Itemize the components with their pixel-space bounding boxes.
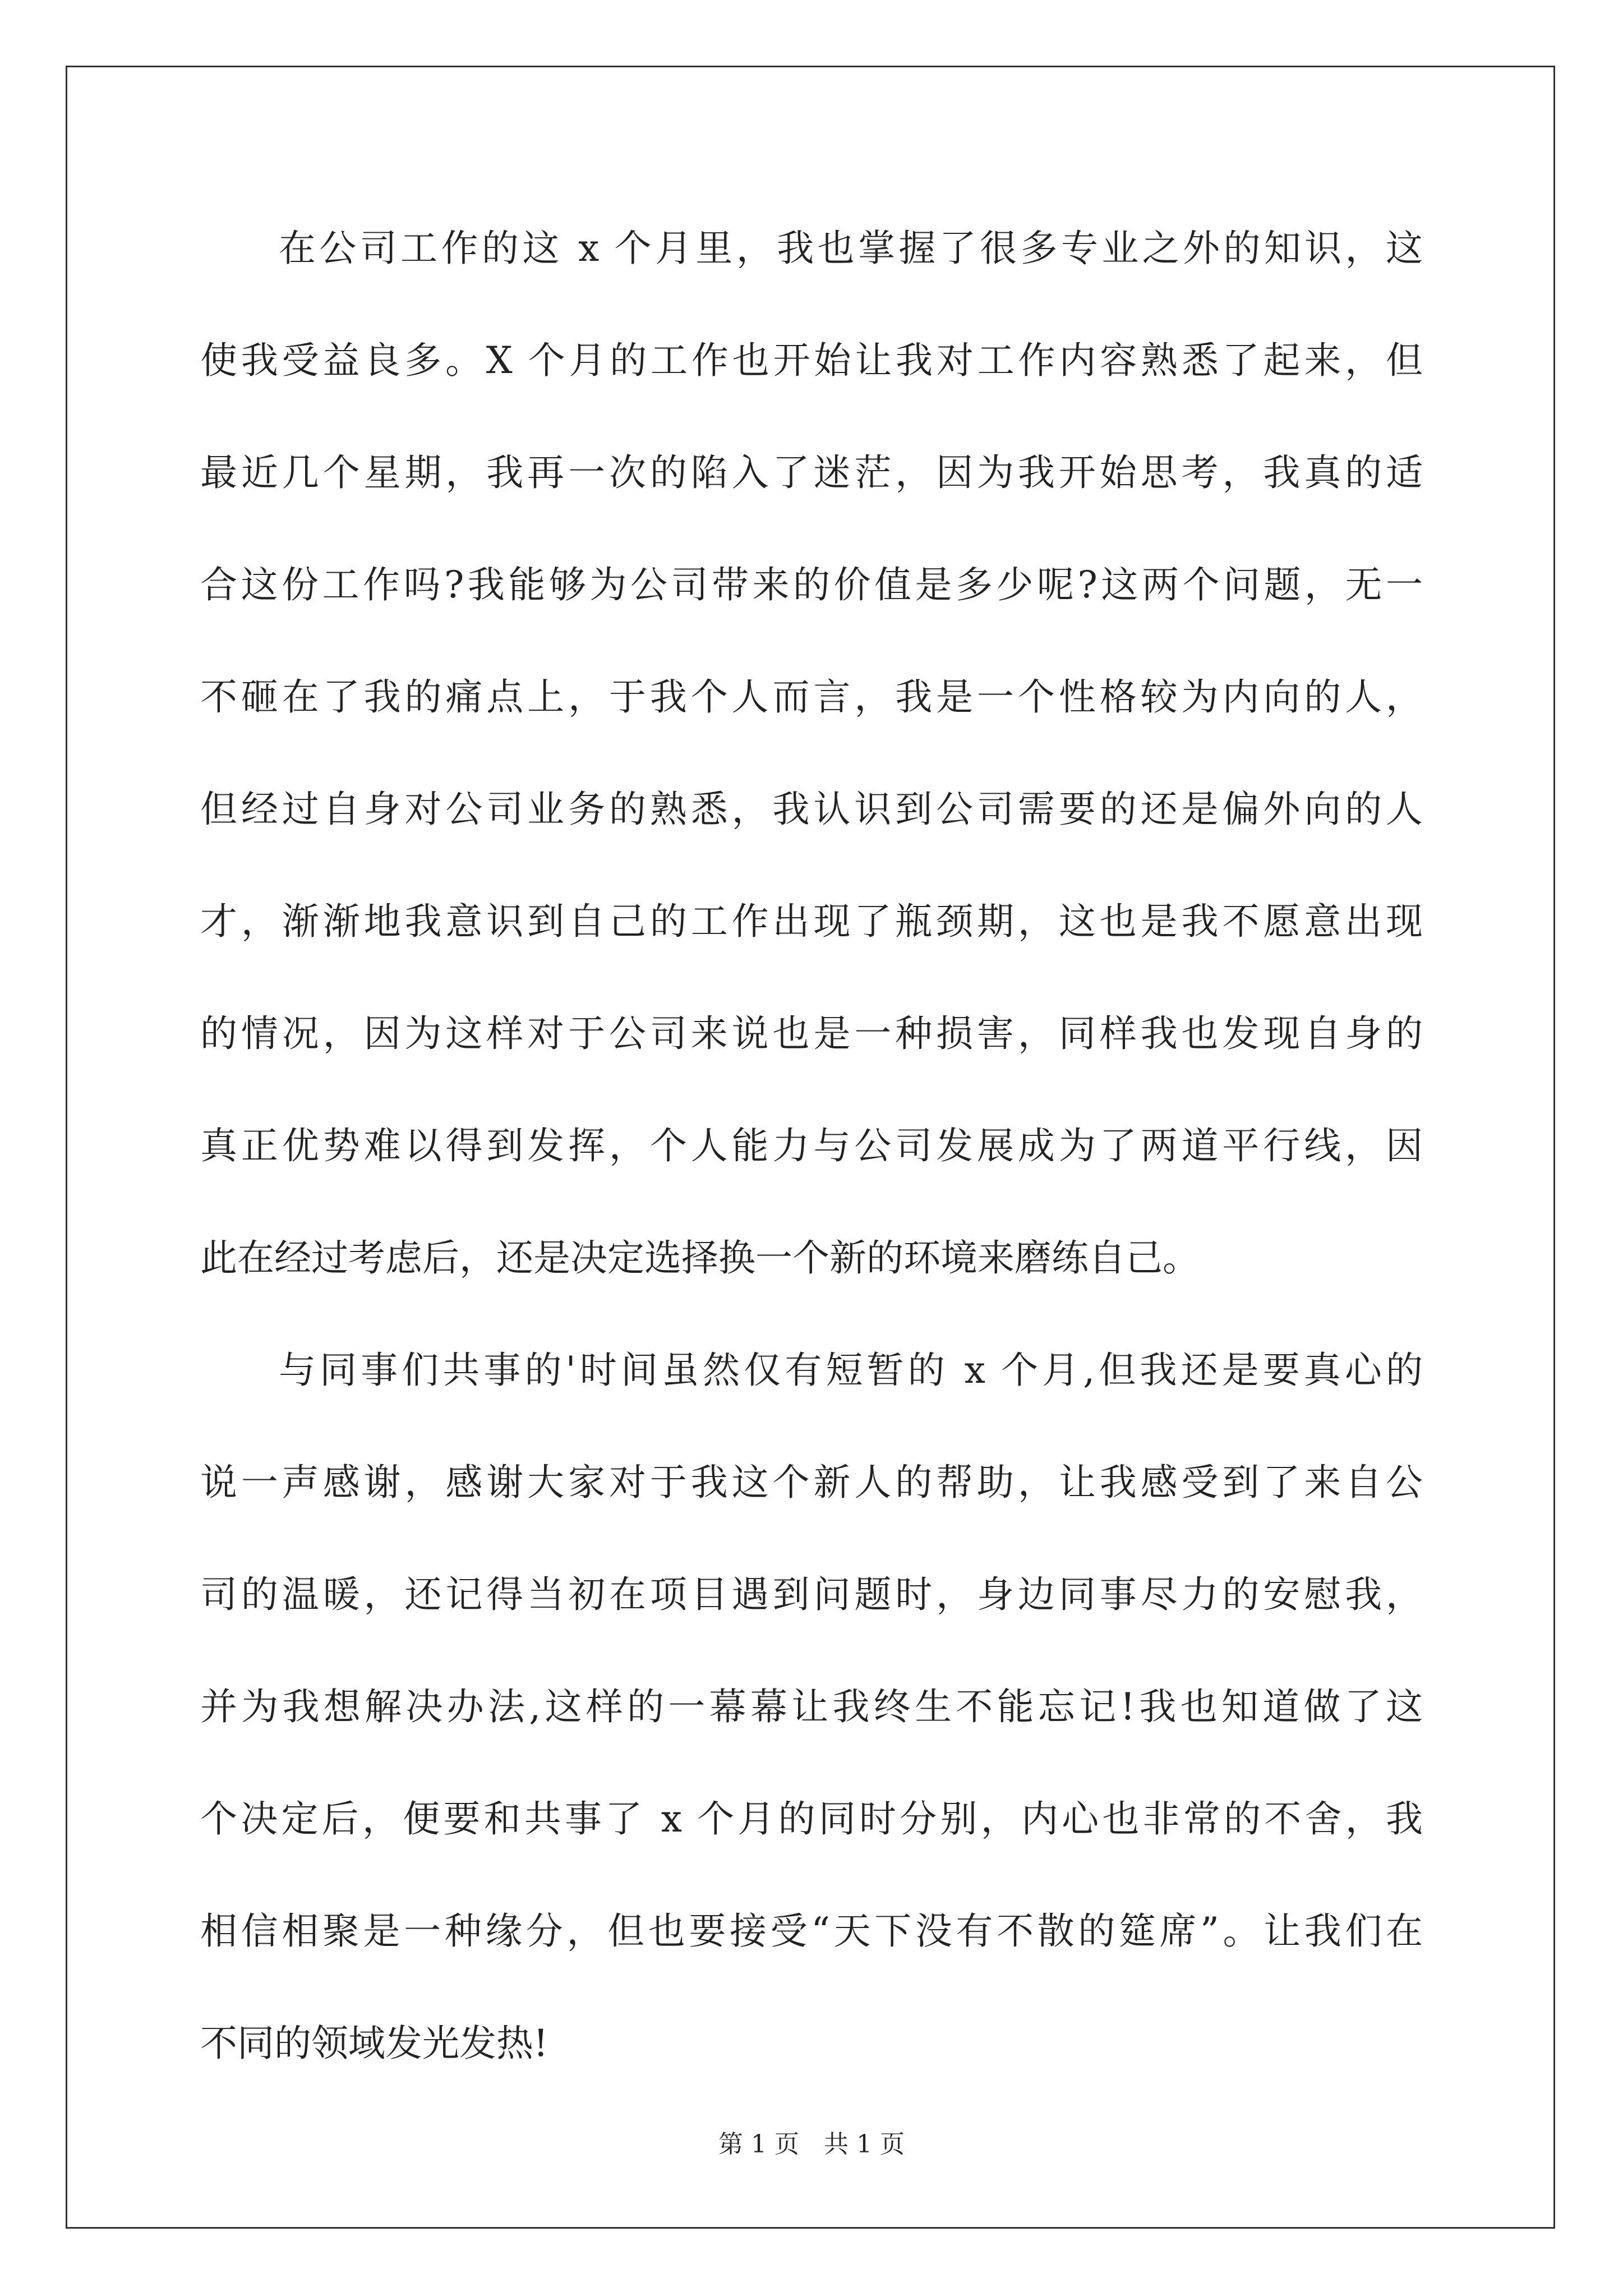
page-footer — [0, 2128, 1623, 2161]
paragraph-1-line-4: 合这份工作吗?我能够为公司带来的价值是多少呢?这两个问题，无一 — [200, 563, 1423, 606]
paragraph-2-line-2: 说一声感谢，感谢大家对于我这个新人的帮助，让我感受到了来自公 — [200, 1461, 1423, 1504]
paragraph-1-line-9: 真正优势难以得到发挥，个人能力与公司发展成为了两道平行线，因 — [200, 1124, 1423, 1167]
paragraph-2-line-5: 个决定后，便要和共事了 x 个月的同时分别，内心也非常的不舍，我 — [200, 1797, 1423, 1841]
paragraph-1-line-7: 才，渐渐地我意识到自己的工作出现了瓶颈期，这也是我不愿意出现 — [200, 900, 1423, 943]
paragraph-1-line-5: 不砸在了我的痛点上，于我个人而言，我是一个性格较为内向的人， — [200, 675, 1423, 719]
page-number-total: 共 1 页 — [824, 2130, 905, 2159]
paragraph-2-line-1: 与同事们共事的'时间虽然仅有短暂的 x 个月,但我还是要真心的 — [279, 1349, 1423, 1392]
paragraph-1-line-6: 但经过自身对公司业务的熟悉，我认识到公司需要的还是偏外向的人 — [200, 788, 1423, 831]
paragraph-2-line-3: 司的温暖，还记得当初在项目遇到问题时，身边同事尽力的安慰我， — [200, 1573, 1423, 1616]
paragraph-2-line-6: 相信相聚是一种缘分，但也要接受“天下没有不散的筵席”。让我们在 — [200, 1910, 1423, 1953]
paragraph-1-line-10: 此在经过考虑后，还是决定选择换一个新的环境来磨练自己。 — [200, 1236, 1200, 1280]
paragraph-1-line-1: 在公司工作的这 x 个月里，我也掌握了很多专业之外的知识，这 — [279, 227, 1423, 270]
paragraph-2-line-7: 不同的领域发光发热! — [200, 2022, 548, 2065]
paragraph-2-line-4: 并为我想解决办法,这样的一幕幕让我终生不能忘记!我也知道做了这 — [200, 1685, 1423, 1728]
page-number-current: 第 1 页 — [718, 2130, 799, 2159]
paragraph-1-line-8: 的情况，因为这样对于公司来说也是一种损害，同样我也发现自身的 — [200, 1012, 1423, 1055]
paragraph-1-line-2: 使我受益良多。X 个月的工作也开始让我对工作内容熟悉了起来，但 — [200, 339, 1423, 382]
paragraph-1-line-3: 最近几个星期，我再一次的陷入了迷茫，因为我开始思考，我真的适 — [200, 451, 1423, 494]
